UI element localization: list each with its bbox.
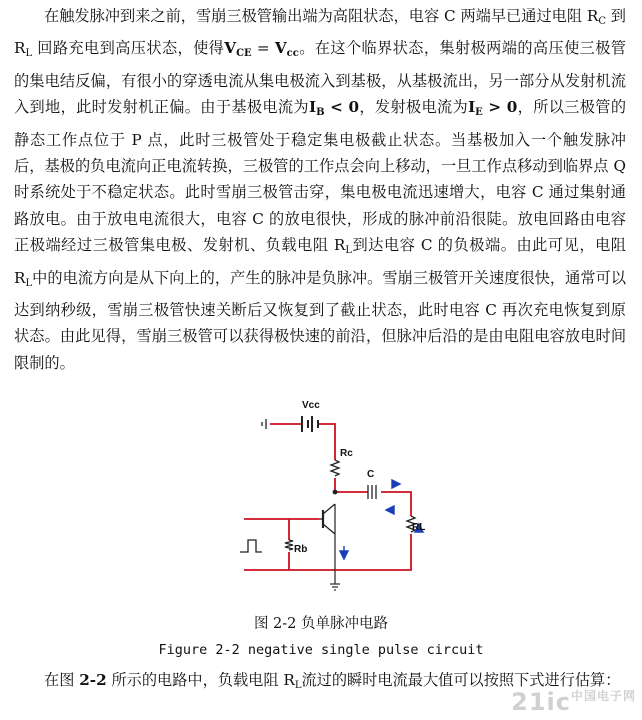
watermark-logo: $21ic^{中国电子网}$ xyxy=(511,688,636,716)
text-run: ，所以三极管的静态工作点位于 P 点，此时三极管处于稳定集电极截止状态。当基极加入一个触发脉冲后，基极的负电流向正电流转换，三极管的工作点会向上移动，一旦工作点移动到临界点 Q 时系统处于不稳定状态。此时雪崩三极管击穿，集电极电流迅速增大，电容 C 通过集射通路放电。由于放电电流很大，电容 C 的放电很快，形成的脉冲前沿很陡。放电回路由电容正极端经过三极管集电极、发射机、负载电阻 R xyxy=(14,98,627,255)
text-run: 在触发脉冲到来之前，雪崩三极管输出端为高阻状态，电容 C 两端早已通过电阻 R xyxy=(44,7,599,25)
label-c: C xyxy=(367,469,375,480)
node-junction xyxy=(333,490,338,495)
text-run: ，发射极电流为 xyxy=(359,98,469,117)
text-run: 所示的电路中，负载电阻 R xyxy=(106,671,295,689)
capacitor-c xyxy=(368,485,376,499)
equation-ie: IE > 0 xyxy=(468,98,518,119)
text-run: 中的电流方向是从下向上的，产生的脉冲是负脉冲。雪崩三极管开关速度很快，通常可以达到纳秒级，雪崩三极管快速关断后又恢复到了截止状态，此时电容 C 再次充电恢复到原状态。由此见得，雪崩三极管可以获得极快速的前沿，但脉冲后沿的是由电阻电容放电时间限制的。 xyxy=(14,268,626,372)
label-vcc: Vcc xyxy=(302,400,320,411)
text-run: 流过的瞬时电流最大值可以按照下式进行估算： xyxy=(301,671,621,689)
figure-ref: 2-2 xyxy=(79,671,107,689)
wire-to-cap xyxy=(335,492,411,516)
transistor-collector xyxy=(323,504,335,514)
subscript: L xyxy=(25,277,33,289)
text-run: 回路充电到高压状态，使得 xyxy=(32,39,225,58)
label-rl: RL xyxy=(412,522,426,533)
circuit-diagram xyxy=(236,394,426,594)
text-run: 到 R xyxy=(14,7,626,58)
resistor-rc xyxy=(331,460,339,476)
trigger-pulse xyxy=(240,540,262,552)
label-rc: Rc xyxy=(340,448,353,459)
ground-symbol xyxy=(330,504,340,590)
subscript: L xyxy=(25,48,33,60)
text-run: 到达电容 C 的负极端。由此可见，电阻 R xyxy=(14,236,626,287)
circuit-wires xyxy=(244,424,411,570)
body-paragraph-1 xyxy=(14,3,626,376)
arrow-right xyxy=(392,480,400,488)
arrow-down xyxy=(340,546,348,559)
arrow-left xyxy=(386,506,394,514)
subscript: L xyxy=(294,680,302,691)
transistor-emitter xyxy=(323,524,335,534)
figure-caption-chinese: 图 2-2 负单脉冲电路 xyxy=(253,616,389,632)
text-run: 。在这个临界状态，集射极两端的高压使三极管的集电结反偏，有很小的穿透电流从集电极流入到基极，从基极流出，另一部分从发射机流入到地，此时发射机正偏。由于基极电流为 xyxy=(14,39,626,117)
figure-caption-english: Figure 2-2 negative single pulse circuit xyxy=(158,642,484,658)
subscript: L xyxy=(345,245,352,257)
terminal-left xyxy=(262,419,266,429)
text-run: 在图 xyxy=(44,671,80,689)
resistor-rb xyxy=(285,540,293,550)
subscript: C xyxy=(598,16,606,27)
equation-vce-vcc: VCE = Vcc xyxy=(224,39,299,60)
equation-ib: IB < 0 xyxy=(308,98,360,119)
label-rb: Rb xyxy=(294,544,308,555)
